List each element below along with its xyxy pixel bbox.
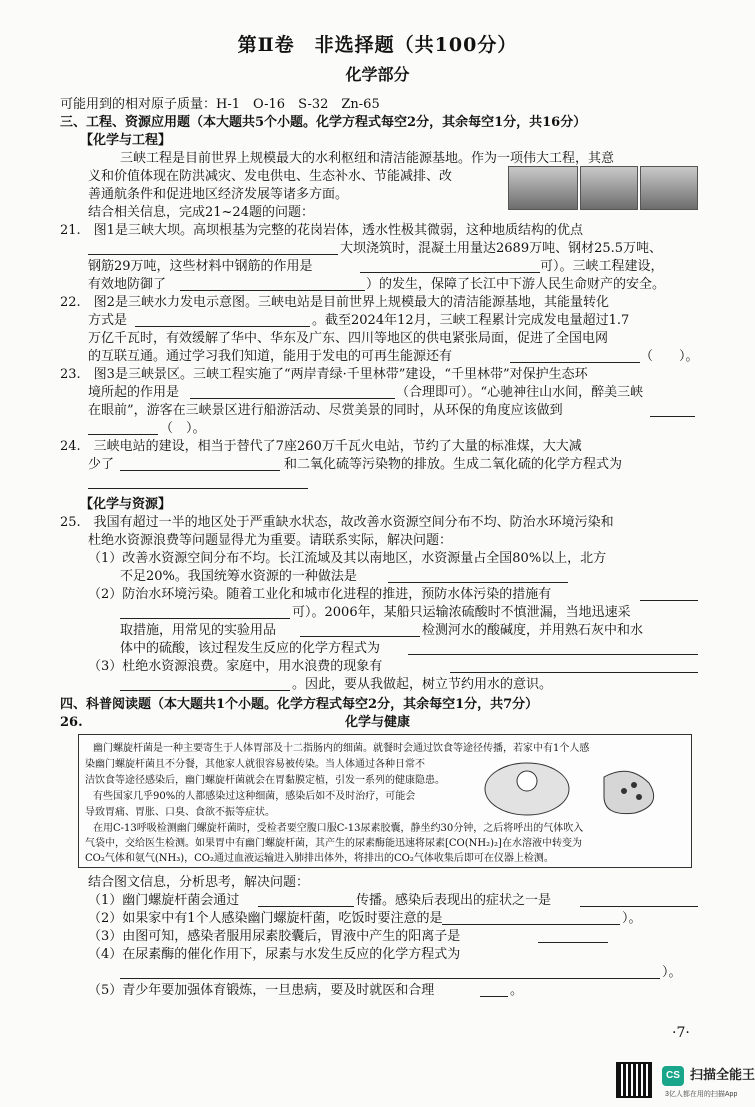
q23-blank-2b — [88, 420, 158, 435]
q25-line-1: 25. 我国有超过一半的地区处于严重缺水状态，故改善水资源空间分布不均、防治水环境污染和 — [60, 515, 614, 530]
camscanner-logo-icon: CS — [662, 1066, 684, 1086]
page-number: ·7· — [672, 1025, 690, 1041]
q26-lead: 结合图文信息，分析思考，解决问题： — [88, 875, 310, 890]
intro-line-3: 善通航条件和促进地区经济发展等诸多方面。 — [88, 187, 349, 202]
q21-blank-3 — [180, 276, 365, 291]
q26-part-5: （5）青少年要加强体育锻炼，一旦患病，要及时就医和合理 — [88, 983, 435, 998]
figure-3-scenic-image — [640, 166, 698, 210]
intro-line-1: 三峡工程是目前世界上规模最大的水利枢纽和清洁能源基地。作为一项伟大工程，其意 — [120, 151, 615, 166]
q25-line-8: 体中的硫酸，该过程发生反应的化学方程式为 — [120, 641, 381, 656]
q21-blank-2 — [360, 258, 540, 273]
passage-line-4: 有些国家几乎90%的人都感染过这种细菌，感染后如不及时治疗，可能会 — [93, 791, 416, 802]
q25-blank-2a — [640, 586, 698, 601]
q25-blank-3 — [300, 622, 420, 637]
passage-line-5: 导致胃痛、胃胀、口臭、食欲不振等症状。 — [85, 807, 275, 818]
q21-line-3: 钢筋29万吨，这些材料中钢筋的作用是 — [88, 259, 313, 274]
scanner-brand-name: 扫描全能王 — [690, 1067, 755, 1082]
q21-line-1: 21. 图1是三峡大坝。高坝根基为完整的花岗岩体，透水性极其微弱，这种地质结构的优点 — [60, 223, 583, 238]
q26-part-1b: 传播。感染后表现出的症状之一是 — [356, 893, 552, 908]
passage-line-1: 幽门螺旋杆菌是一种主要寄生于人体胃部及十二指肠内的细菌。就餐时会通过饮食等途径传播，若家中有1个人感 — [93, 743, 590, 754]
q24-blank-1 — [120, 456, 280, 471]
q23-blank-2a — [650, 402, 695, 417]
q25-line-7b: 检测河水的酸碱度，并用熟石灰中和水 — [422, 623, 644, 638]
passage-line-6: 在用C-13呼吸检测幽门螺旋杆菌时，受检者要空腹口服C-13尿素胶囊，静坐约30分钟，之后将呼出的气体吹入 — [93, 823, 584, 834]
q22-blank-2 — [510, 348, 640, 363]
figure-1-dam-image — [508, 166, 578, 210]
q22-blank-1 — [135, 312, 310, 327]
q25-blank-4 — [408, 640, 698, 655]
q26-title: 化学与健康 — [344, 715, 410, 730]
intro-line-2: 义和价值体现在防洪减灾、发电供电、生态补水、节能减排、改 — [88, 169, 453, 184]
q26-part-2b: ）。 — [622, 911, 642, 926]
q23-blank-1 — [190, 384, 395, 399]
q22-line-4b: （ ）。 — [640, 349, 699, 364]
q23-line-3: 在眼前”，游客在三峡景区进行船游活动、尽赏美景的同时，从环保的角度应该做到 — [88, 403, 563, 418]
q22-line-1: 22. 图2是三峡水力发电示意图。三峡电站是目前世界上规模最大的清洁能源基地，其能量转化 — [60, 295, 609, 310]
q26-blank-2 — [580, 892, 698, 907]
q25-blank-5 — [450, 658, 698, 673]
page-title: 第Ⅱ卷 非选择题（共100分） — [237, 34, 518, 56]
q25-blank-2b — [120, 604, 290, 619]
q22-line-4: 的互联互通。通过学习我们知道，能用于发电的可再生能源还有 — [88, 349, 453, 364]
q25-line-4: 不足20%。我国统筹水资源的一种做法是 — [120, 569, 357, 584]
q25-line-3: （1）改善水资源空间分布不均。长江流域及其以南地区，水资源量占全国80%以上，北方 — [88, 551, 607, 566]
q23-line-1: 23. 图3是三峡景区。三峡工程实施了“两岸青绿·千里林带”建设，“千里林带”对保护生态环 — [60, 367, 588, 382]
q26-part-4: （4）在尿素酶的催化作用下，尿素与水发生反应的化学方程式为 — [88, 947, 461, 962]
q26-part-2: （2）如果家中有1个人感染幽门螺旋杆菌，吃饭时要注意的是 — [88, 911, 443, 926]
q25-line-10: 。因此，要从我做起，树立节约用水的意识。 — [292, 677, 553, 692]
q21-blank-1 — [88, 240, 338, 255]
q21-line-3b: 可）。三峡工程建设， — [540, 259, 664, 274]
passage-line-2: 染幽门螺旋杆菌且不分餐，其他家人就很容易被传染。当人体通过各种日常不 — [85, 759, 425, 770]
q26-blank-6 — [480, 982, 508, 997]
q21-line-4: 有效地防御了 — [88, 277, 167, 292]
lead-21-24: 结合相关信息，完成21~24题的问题： — [88, 205, 314, 220]
page-subtitle: 化学部分 — [345, 65, 410, 84]
q26-blank-5 — [120, 964, 660, 979]
q24-blank-2 — [88, 474, 308, 489]
q25-line-7: 取措施，用常见的实验用品 — [120, 623, 277, 638]
q22-line-2b: 。截至2024年12月，三峡工程累计完成发电量超过1.7 — [312, 313, 630, 328]
passage-line-7: 气袋中，交给医生检测。如果胃中有幽门螺旋杆菌，其产生的尿素酶能迅速将尿素[CO(NH₂)₂]在水溶液中转变为 — [85, 838, 582, 849]
stomach-illustration — [479, 759, 684, 819]
q22-line-2: 方式是 — [88, 313, 128, 328]
q26-part-1: （1）幽门螺旋杆菌会通过 — [88, 893, 240, 908]
q26-part-4b: ）。 — [662, 965, 682, 980]
passage-line-3: 洁饮食等途径感染后，幽门螺旋杆菌就会在胃黏膜定植，引发一系列的健康隐患。 — [85, 775, 445, 786]
q26-blank-4 — [538, 928, 608, 943]
topic-chem-engineering: 【化学与工程】 — [80, 133, 172, 148]
q23-line-2b: （合理即可）。“心驰神往山水间，醉美三峡 — [396, 385, 644, 400]
q26-part-3: （3）由图可知，感染者服用尿素胶囊后，胃液中产生的阳离子是 — [88, 929, 461, 944]
figure-2-power-image — [580, 166, 638, 210]
q23-line-4: （ ）。 — [160, 421, 206, 436]
q24-line-1: 24. 三峡电站的建设，相当于替代了7座260万千瓦火电站，节约了大量的标准煤，大大减 — [60, 439, 582, 454]
q25-blank-1 — [388, 568, 568, 583]
passage-line-8: CO₂气体和氨气(NH₃)，CO₂通过血液运输进入肺排出体外，将排出的CO₂气体收集后即可在仪器上检测。 — [85, 853, 554, 864]
topic-chem-resources: 【化学与资源】 — [80, 497, 172, 512]
q24-line-2: 少了 — [88, 457, 115, 472]
q25-line-6: 可）。2006年，某船只运输浓硫酸时不慎泄漏，当地迅速采 — [292, 605, 631, 620]
section4-heading: 四、科普阅读题（本大题共1个小题。化学方程式每空2分，其余每空1分，共7分） — [60, 697, 539, 712]
q21-line-2: 大坝浇筑时，混凝土用量达2689万吨、钢材25.5万吨、 — [340, 241, 663, 256]
section3-heading: 三、工程、资源应用题（本大题共5个小题。化学方程式每空2分，其余每空1分，共16分） — [60, 115, 587, 130]
qr-code-icon — [616, 1062, 652, 1098]
q21-line-4b: ）的发生，保障了长江中下游人民生命财产的安全。 — [366, 277, 666, 292]
q26-blank-3 — [442, 910, 620, 925]
q26-number: 26. — [60, 715, 83, 730]
q24-line-2b: 和二氧化硫等污染物的排放。生成二氧化硫的化学方程式为 — [284, 457, 623, 472]
q25-line-2: 杜绝水资源浪费等问题显得尤为重要。请联系实际，解决问题： — [88, 533, 453, 548]
q25-line-9: （3）杜绝水资源浪费。家庭中，用水浪费的现象有 — [88, 659, 383, 674]
reading-passage-box — [78, 734, 692, 868]
q23-line-2: 境所起的作用是 — [88, 385, 180, 400]
scanner-brand-tagline: 3亿人都在用的扫描App — [665, 1091, 738, 1098]
atomic-masses: 可能用到的相对原子质量：H-1 O-16 S-32 Zn-65 — [60, 97, 380, 112]
q22-line-3: 万亿千瓦时，有效缓解了华中、华东及广东、四川等地区的供电紧张局面，促进了全国电网 — [88, 331, 609, 346]
q26-blank-1 — [258, 892, 354, 907]
q25-blank-6 — [120, 676, 290, 691]
q25-line-5: （2）防治水环境污染。随着工业化和城市化进程的推进，预防水体污染的措施有 — [88, 587, 552, 602]
q26-part-5b: 。 — [510, 983, 524, 998]
